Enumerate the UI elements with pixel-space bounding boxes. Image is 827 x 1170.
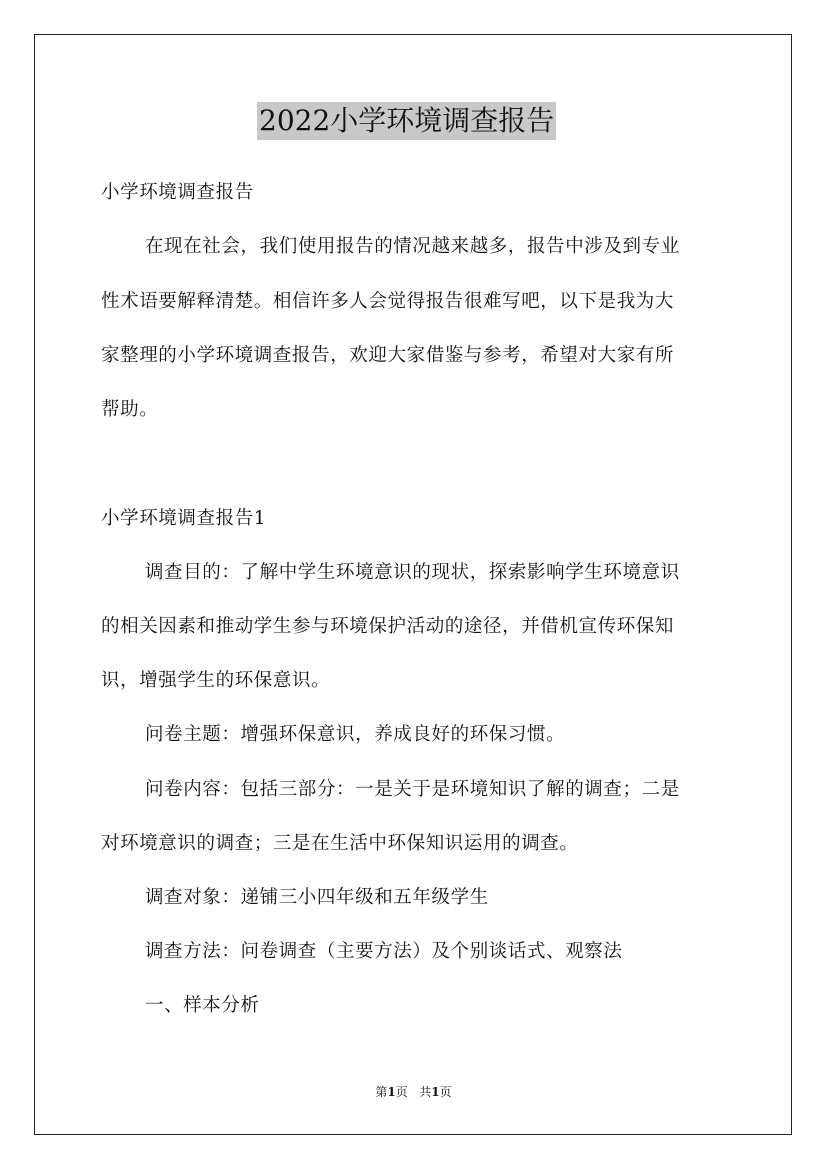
total-suffix: 页	[439, 1085, 452, 1099]
page-prefix: 第	[375, 1085, 388, 1099]
paragraph-line: 的相关因素和推动学生参与环境保护活动的途径，并借机宣传环保知	[101, 616, 675, 637]
paragraph-line: 一、样本分析	[145, 995, 260, 1016]
paragraph-line: 帮助。	[101, 399, 159, 420]
page-suffix: 页	[395, 1085, 408, 1099]
paragraph-line: 性术语要解释清楚。相信许多人会觉得报告很难写吧，以下是我为大	[101, 291, 675, 312]
page-footer	[0, 1084, 827, 1100]
paragraph-line: 家整理的小学环境调查报告，欢迎大家借鉴与参考，希望对大家有所	[101, 345, 675, 366]
paragraph-line: 调查方法：问卷调查（主要方法）及个别谈话式、观察法	[145, 941, 623, 962]
page-total: 1	[431, 1085, 440, 1099]
paragraph-line: 识，增强学生的环保意识。	[101, 670, 331, 691]
paragraph-line: 调查对象：递铺三小四年级和五年级学生	[145, 887, 489, 908]
paragraph-line: 在现在社会，我们使用报告的情况越来越多，报告中涉及到专业	[145, 236, 680, 257]
paragraph-line: 对环境意识的调查；三是在生活中环保知识运用的调查。	[101, 833, 579, 854]
section-heading: 小学环境调查报告	[101, 182, 254, 203]
document-title: 2022小学环境调查报告	[257, 102, 556, 140]
page-current: 1	[387, 1085, 396, 1099]
paragraph-line: 问卷主题：增强环保意识，养成良好的环保习惯。	[145, 724, 566, 745]
paragraph-line: 调查目的：了解中学生环境意识的现状，探索影响学生环境意识	[145, 562, 680, 583]
paragraph-line: 问卷内容：包括三部分：一是关于是环境知识了解的调查；二是	[145, 779, 680, 800]
section-heading: 小学环境调查报告1	[101, 508, 267, 529]
total-prefix: 共	[419, 1085, 432, 1099]
